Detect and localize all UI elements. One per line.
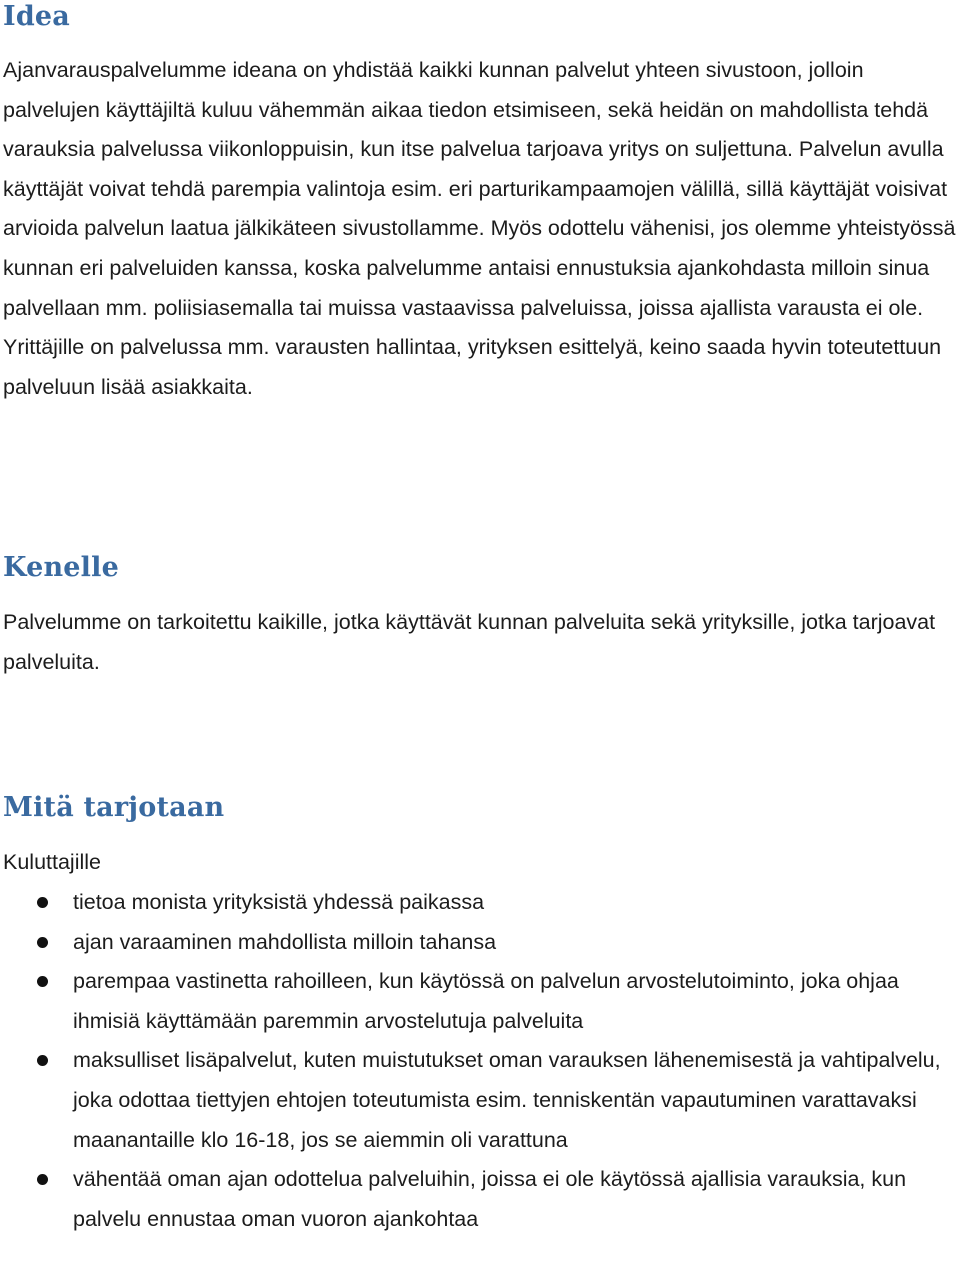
bullet-text: vähentää oman ajan odottelua palveluihin, joissa ei ole käytössä ajallisia varauksia, kun palvelu ennustaa oman vuoron ajankohtaa <box>73 1167 907 1231</box>
heading-mita-tarjotaan: Mitä tarjotaan <box>3 792 225 823</box>
bullet-item <box>0 923 960 963</box>
heading-kenelle: Kenelle <box>3 552 119 583</box>
bullet-text: tietoa monista yrityksistä yhdessä paikassa <box>73 890 485 914</box>
bullet-item <box>0 962 960 1041</box>
bullet-text: parempaa vastinetta rahoilleen, kun käytössä on palvelun arvostelutoiminto, joka ohjaa ihmisiä käyttämään paremmin arvostelutuja palveluita <box>73 969 899 1033</box>
subheading-kuluttajille: Kuluttajille <box>3 850 101 874</box>
bullet-item <box>0 1041 960 1160</box>
bullet-item <box>0 1160 960 1239</box>
heading-idea: Idea <box>3 1 70 32</box>
paragraph-kenelle: Palvelumme on tarkoitettu kaikille, jotka käyttävät kunnan palveluita sekä yrityksille, jotka tarjoavat palveluita. <box>3 610 936 674</box>
offer-bullet-list <box>0 883 960 1239</box>
bullet-dot-icon <box>37 1174 48 1185</box>
bullet-item <box>0 883 960 923</box>
bullet-dot-icon <box>37 976 48 987</box>
bullet-text: ajan varaaminen mahdollista milloin tahansa <box>73 929 497 954</box>
paragraph-idea: Ajanvarauspalvelumme ideana on yhdistää kaikki kunnan palvelut yhteen sivustoon, jolloin palvelujen käyttäjiltä kuluu vähemmän aikaa tiedon etsimiseen, sekä heidän on mahdollista tehdä varauksia palvelussa viikonloppuisin, kun itse palvelua tarjoava yritys on suljettuna. Palvelun avulla käyttäjät voivat tehdä parempia valintoja esim. eri parturikampaamojen välillä, sillä käyttäjät voisivat arvioida palvelun laatua jälkikäteen sivustollamme. Myös odottelu vähenisi, jos olemme yhteistyössä kunnan eri palveluiden kanssa, koska palvelumme antaisi ennustuksia ajankohdasta milloin sinua palvellaan mm. poliisiasemalla tai muissa vastaavissa palveluissa, joissa ajallista varausta ei ole. Yrittäjille on palvelussa mm. varausten hallintaa, yrityksen esittelyä, keino saada hyvin toteutettuun palveluun lisää asiakkaita. <box>3 58 956 399</box>
bullet-dot-icon <box>37 1055 48 1066</box>
bullet-dot-icon <box>37 937 48 948</box>
bullet-dot-icon <box>37 897 48 908</box>
bullet-text: maksulliset lisäpalvelut, kuten muistutukset oman varauksen lähenemisestä ja vahtipalvelu, joka odottaa tiettyjen ehtojen toteutumista esim. tenniskentän vapautuminen varattavaksi maanantaille klo 16-18, jos se aiemmin oli varattuna <box>73 1048 941 1152</box>
